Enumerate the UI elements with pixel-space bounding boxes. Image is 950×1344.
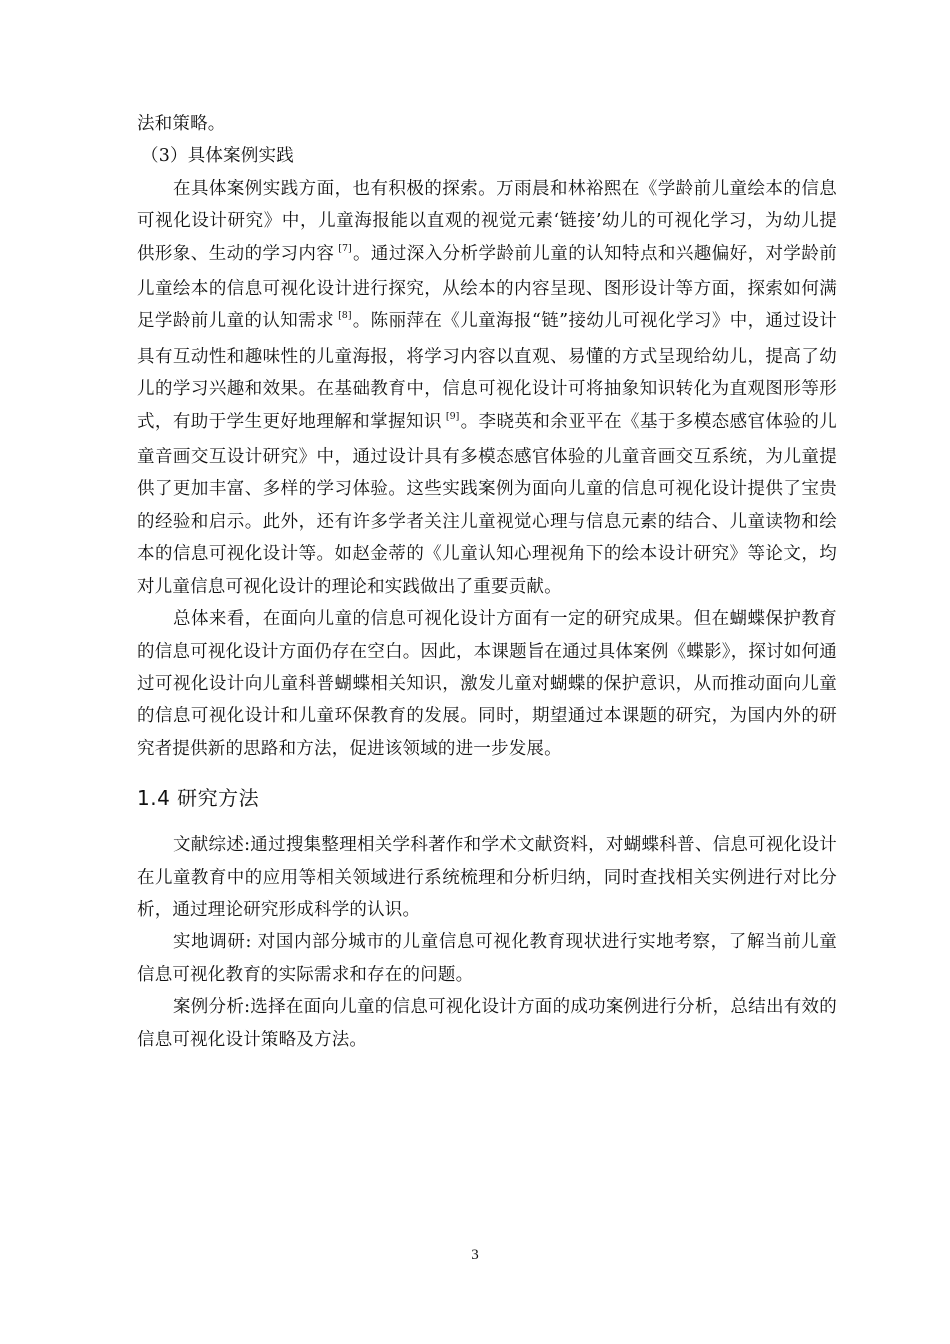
citation-ref-9: [9] [445, 410, 460, 422]
paragraph-case-practice [137, 173, 837, 603]
text-run: 在具体案例实践方面，也有积极的探索。万雨晨和林裕熙在《学龄前儿童绘本的信息可视化设计研究》中，儿童海报能以直观的视觉元素‘链接’幼儿的可视化学习，为幼儿提供形象、生动的学习内容 [137, 178, 837, 264]
paragraph-method-case-analysis: 案例分析:选择在面向儿童的信息可视化设计方面的成功案例进行分析，总结出有效的信息可视化设计策略及方法。 [137, 997, 837, 1050]
page-body [137, 108, 837, 1056]
page-number: 3 [471, 1247, 479, 1263]
citation-ref-7: [7] [338, 242, 352, 254]
text-run: 。通过深入分析学龄前儿童的认知特点和兴趣偏好，对学龄前儿童绘本的信息可视化设计进行探究，从绘本的内容呈现、图形设计等方面，探索如何满足学龄前儿童的认知需求 [137, 243, 838, 332]
paragraph-method-field-research: 实地调研: 对国内部分城市的儿童信息可视化教育现状进行实地考察，了解当前儿童信息可视化教育的实际需求和存在的问题。 [137, 932, 837, 985]
citation-ref-8: [8] [338, 310, 352, 322]
text-run: 。陈丽萍在《儿童海报“链”接幼儿可视化学习》中，通过设计具有互动性和趣味性的儿童海报，将学习内容以直观、易懂的方式呈现给幼儿，提高了幼儿的学习兴趣和效果。在基础教育中，信息可视化设计可将抽象知识转化为直观图形等形式，有助于学生更好地理解和掌握知识 [137, 311, 838, 432]
paragraph-continuation: 法和策略。 [137, 114, 226, 134]
subheading-case-practice: （3）具体案例实践 [141, 146, 294, 167]
paragraph-method-literature-review: 文献综述:通过搜集整理相关学科著作和学术文献资料，对蝴蝶科普、信息可视化设计在儿童教育中的应用等相关领域进行系统梳理和分析归纳，同时查找相关实例进行对比分析，通过理论研究形成科学的认识。 [137, 835, 837, 920]
text-run: 。李晓英和余亚平在《基于多模态感官体验的儿童音画交互设计研究》中，通过设计具有多模态感官体验的儿童音画交互系统，为儿童提供了更加丰富、多样的学习体验。这些实践案例为面向儿童的信息可视化设计提供了宝贵的经验和启示。此外，还有许多学者关注儿童视觉心理与信息元素的结合、儿童读物和绘本的信息可视化设计等。如赵金蒂的《儿童认知心理视角下的绘本设计研究》等论文，均对儿童信息可视化设计的理论和实践做出了重要贡献。 [137, 411, 837, 597]
section-heading-research-methods: 1.4 研究方法 [137, 786, 260, 811]
paragraph-summary: 总体来看，在面向儿童的信息可视化设计方面有一定的研究成果。但在蝴蝶保护教育的信息可视化设计方面仍存在空白。因此，本课题旨在通过具体案例《蝶影》，探讨如何通过可视化设计向儿童科普蝴蝶相关知识，激发儿童对蝴蝶的保护意识，从而推动面向儿童的信息可视化设计和儿童环保教育的发展。同时，期望通过本课题的研究，为国内外的研究者提供新的思路和方法，促进该领域的进一步发展。 [137, 609, 837, 759]
